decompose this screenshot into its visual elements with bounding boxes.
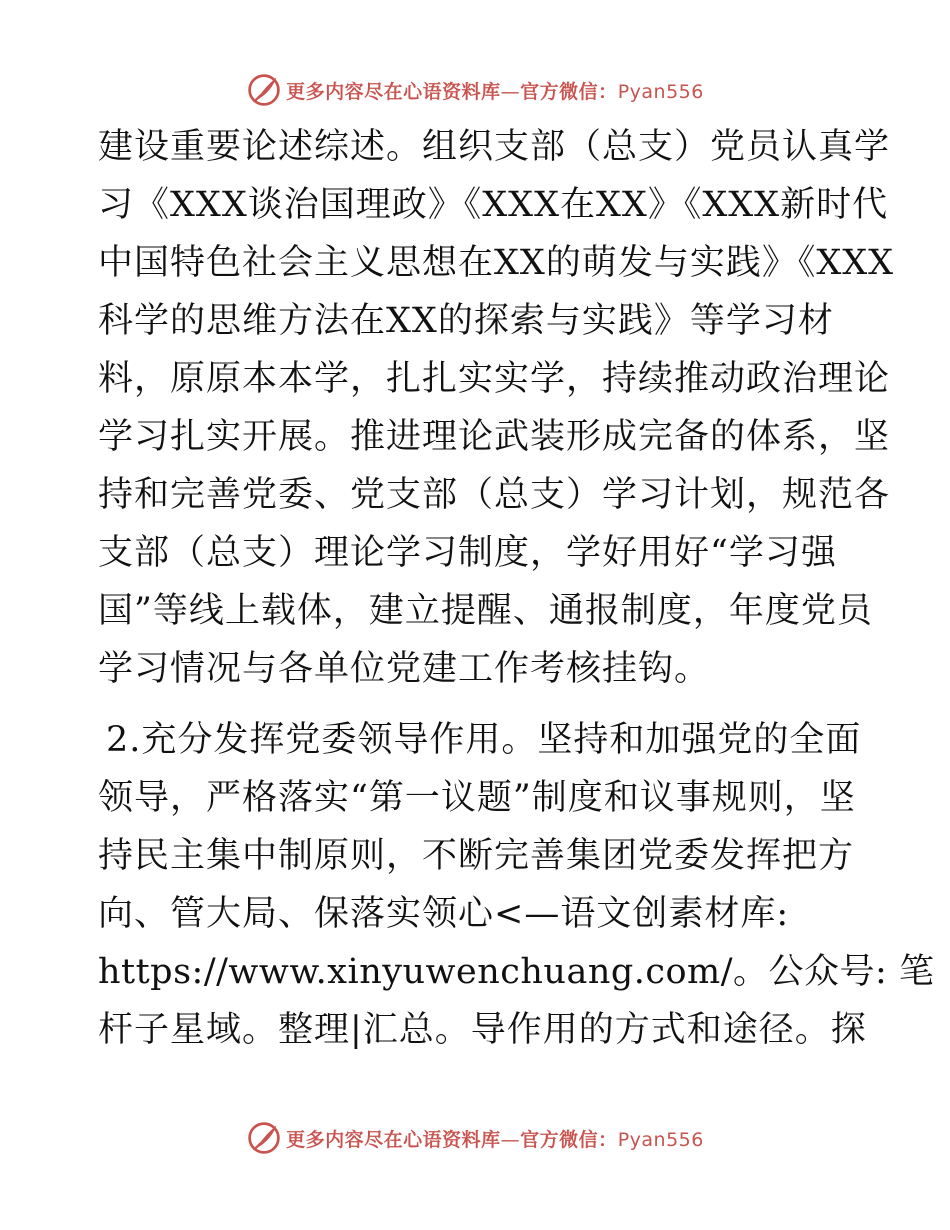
paragraph-1 — [98, 118, 895, 698]
feather-pen-logo-icon — [246, 1120, 282, 1156]
text-line: 科学的思维方法在XX的探索与实践》等学习材 — [98, 301, 834, 341]
banner-separator: — — [500, 80, 521, 103]
banner-main: 更多内容尽在心语资料库 — [286, 80, 501, 103]
text-line: 建设重要论述综述。组织支部（总支）党员认真学 — [98, 127, 891, 167]
banner-separator: — — [500, 1128, 521, 1151]
header-banner — [0, 70, 950, 110]
banner-text — [286, 77, 704, 104]
paragraph-2 — [98, 711, 935, 1059]
text-line: 学习扎实开展。推进理论武装形成完备的体系，坚 — [98, 417, 891, 457]
banner-wechat-label: 官方微信： — [520, 80, 618, 103]
banner-wechat-id: Pyan556 — [617, 1128, 704, 1151]
text-line: 学习情况与各单位党建工作考核挂钩。 — [98, 649, 711, 689]
footer-banner — [0, 1118, 950, 1158]
document-body — [98, 118, 935, 1059]
banner-text — [286, 1125, 704, 1152]
text-line: 向、管大局、保落实领心<—语文创素材库: — [98, 894, 790, 934]
text-line: 中国特色社会主义思想在XX的萌发与实践》《XXX — [98, 243, 895, 283]
text-line: 持和完善党委、党支部（总支）学习计划，规范各 — [98, 475, 891, 515]
banner-main: 更多内容尽在心语资料库 — [286, 1128, 501, 1151]
text-line-url: https://www.xinyuwenchuang.com/。公众号: 笔 — [98, 952, 935, 992]
banner-wechat-label: 官方微信： — [520, 1128, 618, 1151]
text-line: 支部（总支）理论学习制度，学好用好“学习强 — [98, 533, 837, 573]
text-line: 持民主集中制原则，不断完善集团党委发挥把方 — [98, 836, 855, 876]
feather-pen-logo-icon — [246, 72, 282, 108]
text-line: 领导，严格落实“第一议题”制度和议事规则，坚 — [98, 778, 856, 818]
text-line: 料，原原本本学，扎扎实实学，持续推动政治理论 — [98, 359, 891, 399]
text-line: 习《XXX谈治国理政》《XXX在XX》《XXX新时代 — [98, 185, 889, 225]
banner-wechat-id: Pyan556 — [617, 80, 704, 103]
text-line: 杆子星域。整理|汇总。导作用的方式和途径。探 — [98, 1010, 867, 1050]
text-line: 国”等线上载体，建立提醒、通报制度，年度党员 — [98, 591, 873, 631]
text-line: 2.充分发挥党委领导作用。坚持和加强党的全面 — [106, 720, 862, 760]
